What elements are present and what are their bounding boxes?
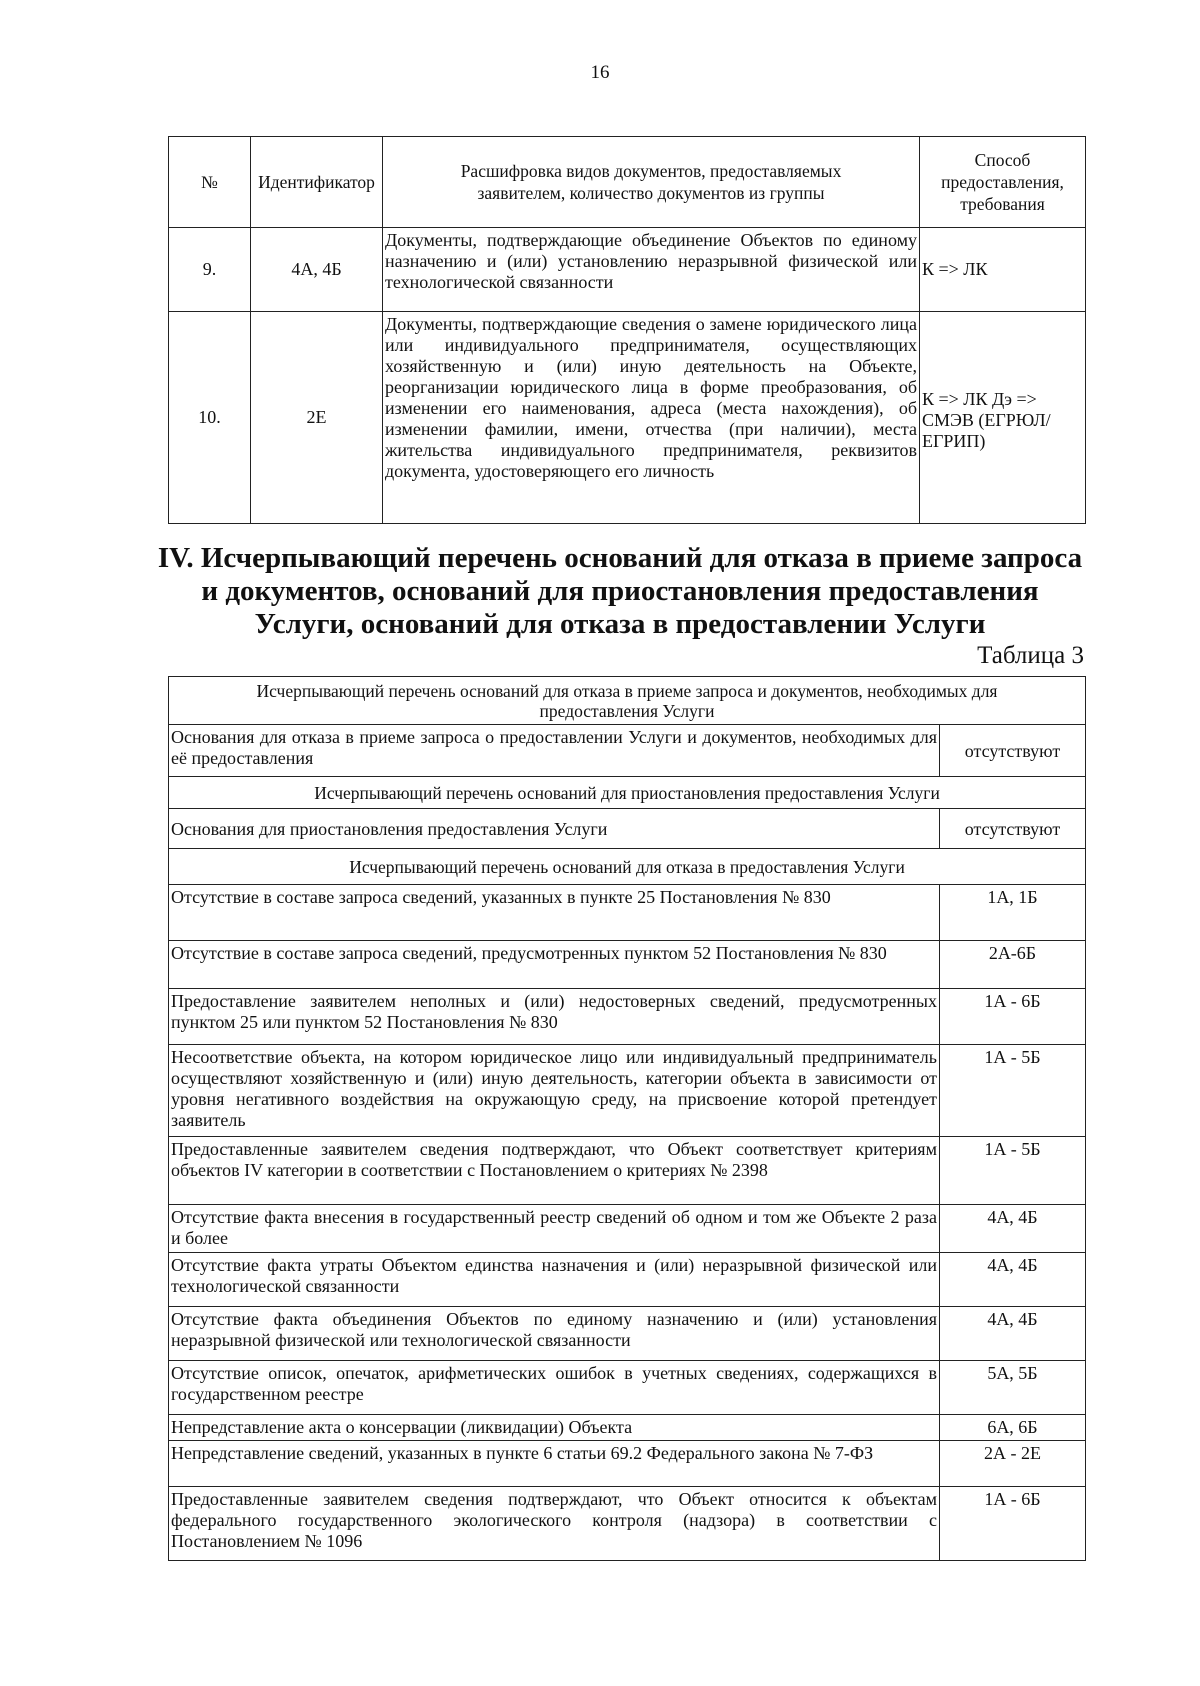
refusal-reason: Отсутствие факта объединения Объектов по единому назначению и (или) установления неразрывной физической или технологической связанности xyxy=(169,1307,940,1361)
section-title-line: IV. Исчерпывающий перечень оснований для отказа в приеме запроса xyxy=(157,542,1083,574)
heading-service-refusal: Исчерпывающий перечень оснований для отказа в предоставления Услуги xyxy=(169,849,1086,885)
table-row xyxy=(169,1441,1086,1487)
table-row xyxy=(169,885,1086,941)
heading-intake-refusal: Исчерпывающий перечень оснований для отказа в приеме запроса и документов, необходимых для предоставления Услуги xyxy=(169,677,1086,725)
row-identifier: 4А, 4Б xyxy=(251,228,383,312)
table-row xyxy=(169,312,1086,524)
row-identifier: 2Е xyxy=(251,312,383,524)
table-row xyxy=(169,1137,1086,1205)
section-title-line: Услуги, оснований для отказа в предоставлении Услуги xyxy=(254,608,986,640)
header-num: № xyxy=(169,137,251,228)
suspension-value: отсутствуют xyxy=(939,809,1085,849)
table-row xyxy=(169,1487,1086,1561)
refusal-reason: Непредставление акта о консервации (ликвидации) Объекта xyxy=(169,1415,940,1441)
refusal-reason: Отсутствие описок, опечаток, арифметических ошибок в учетных сведениях, содержащихся в государственном реестре xyxy=(169,1361,940,1415)
table-row xyxy=(169,1361,1086,1415)
row-method: К => ЛК Дэ => СМЭВ (ЕГРЮЛ/ ЕГРИП) xyxy=(920,312,1086,524)
table-row xyxy=(169,989,1086,1045)
refusal-code: 4А, 4Б xyxy=(939,1307,1085,1361)
table-row xyxy=(169,228,1086,312)
refusal-code: 1А - 6Б xyxy=(939,1487,1085,1561)
table-row xyxy=(169,941,1086,989)
header-description: Расшифровка видов документов, предоставляемых заявителем, количество документов из группы xyxy=(383,137,920,228)
heading-suspension: Исчерпывающий перечень оснований для приостановления предоставления Услуги xyxy=(169,777,1086,809)
refusal-code: 6А, 6Б xyxy=(939,1415,1085,1441)
table-row xyxy=(169,1205,1086,1253)
table-heading-row xyxy=(169,677,1086,725)
table-label: Таблица 3 xyxy=(977,642,1084,669)
table-row xyxy=(169,1307,1086,1361)
table-row xyxy=(169,725,1086,777)
row-description: Документы, подтверждающие объединение Объектов по единому назначению и (или) установлению неразрывной физической или технологической связанности xyxy=(383,228,920,312)
table-row xyxy=(169,1253,1086,1307)
intake-reason: Основания для отказа в приеме запроса о предоставлении Услуги и документов, необходимых для её предоставления xyxy=(169,725,940,777)
table-row xyxy=(169,809,1086,849)
table-row xyxy=(169,1415,1086,1441)
section-title xyxy=(150,542,1090,641)
refusal-code: 1А - 5Б xyxy=(939,1137,1085,1205)
header-identifier: Идентификатор xyxy=(251,137,383,228)
intake-value: отсутствуют xyxy=(939,725,1085,777)
refusal-code: 4А, 4Б xyxy=(939,1205,1085,1253)
table-heading-row xyxy=(169,777,1086,809)
refusal-code: 1А, 1Б xyxy=(939,885,1085,941)
row-description: Документы, подтверждающие сведения о замене юридического лица или индивидуального предпринимателя, осуществляющих хозяйственную и (или) иную деятельность на Объекте, реорганизации юридического лица в форме преобразования, об изменении его наименования, адреса (места нахождения), об изменении фамилии, имени, отчества (при наличии), места жительства индивидуального предпринимателя, реквизитов документа, удостоверяющего его личность xyxy=(383,312,920,524)
row-num: 10. xyxy=(169,312,251,524)
documents-table xyxy=(168,136,1086,524)
refusal-reason: Предоставление заявителем неполных и (или) недостоверных сведений, предусмотренных пунктом 25 или пунктом 52 Постановления № 830 xyxy=(169,989,940,1045)
section-title-line: и документов, оснований для приостановления предоставления xyxy=(201,575,1039,607)
row-num: 9. xyxy=(169,228,251,312)
header-method: Способ предоставления, требования xyxy=(920,137,1086,228)
refusal-code: 2А - 2Е xyxy=(939,1441,1085,1487)
refusal-reason: Отсутствие в составе запроса сведений, указанных в пункте 25 Постановления № 830 xyxy=(169,885,940,941)
documents-table-header xyxy=(169,137,1086,228)
refusal-reason: Непредставление сведений, указанных в пункте 6 статьи 69.2 Федерального закона № 7-ФЗ xyxy=(169,1441,940,1487)
refusal-grounds-table xyxy=(168,676,1086,1561)
refusal-reason: Отсутствие факта внесения в государственный реестр сведений об одном и том же Объекте 2 раза и более xyxy=(169,1205,940,1253)
refusal-reason: Несоответствие объекта, на котором юридическое лицо или индивидуальный предприниматель осуществляют хозяйственную и (или) иную деятельность, категории объекта в зависимости от уровня негативного воздействия на окружающую среду, на присвоение которой претендует заявитель xyxy=(169,1045,940,1137)
refusal-reason: Отсутствие факта утраты Объектом единства назначения и (или) неразрывной физической или технологической связанности xyxy=(169,1253,940,1307)
page-number: 16 xyxy=(590,62,610,83)
refusal-code: 5А, 5Б xyxy=(939,1361,1085,1415)
table-row xyxy=(169,1045,1086,1137)
refusal-code: 2А-6Б xyxy=(939,941,1085,989)
table-heading-row xyxy=(169,849,1086,885)
refusal-reason: Отсутствие в составе запроса сведений, предусмотренных пунктом 52 Постановления № 830 xyxy=(169,941,940,989)
row-method: К => ЛК xyxy=(920,228,1086,312)
refusal-reason: Предоставленные заявителем сведения подтверждают, что Объект относится к объектам федерального государственного экологического контроля (надзора) в соответствии с Постановлением № 1096 xyxy=(169,1487,940,1561)
refusal-code: 4А, 4Б xyxy=(939,1253,1085,1307)
suspension-reason: Основания для приостановления предоставления Услуги xyxy=(169,809,940,849)
refusal-code: 1А - 6Б xyxy=(939,989,1085,1045)
refusal-code: 1А - 5Б xyxy=(939,1045,1085,1137)
refusal-reason: Предоставленные заявителем сведения подтверждают, что Объект соответствует критериям объектов IV категории в соответствии с Постановлением о критериях № 2398 xyxy=(169,1137,940,1205)
